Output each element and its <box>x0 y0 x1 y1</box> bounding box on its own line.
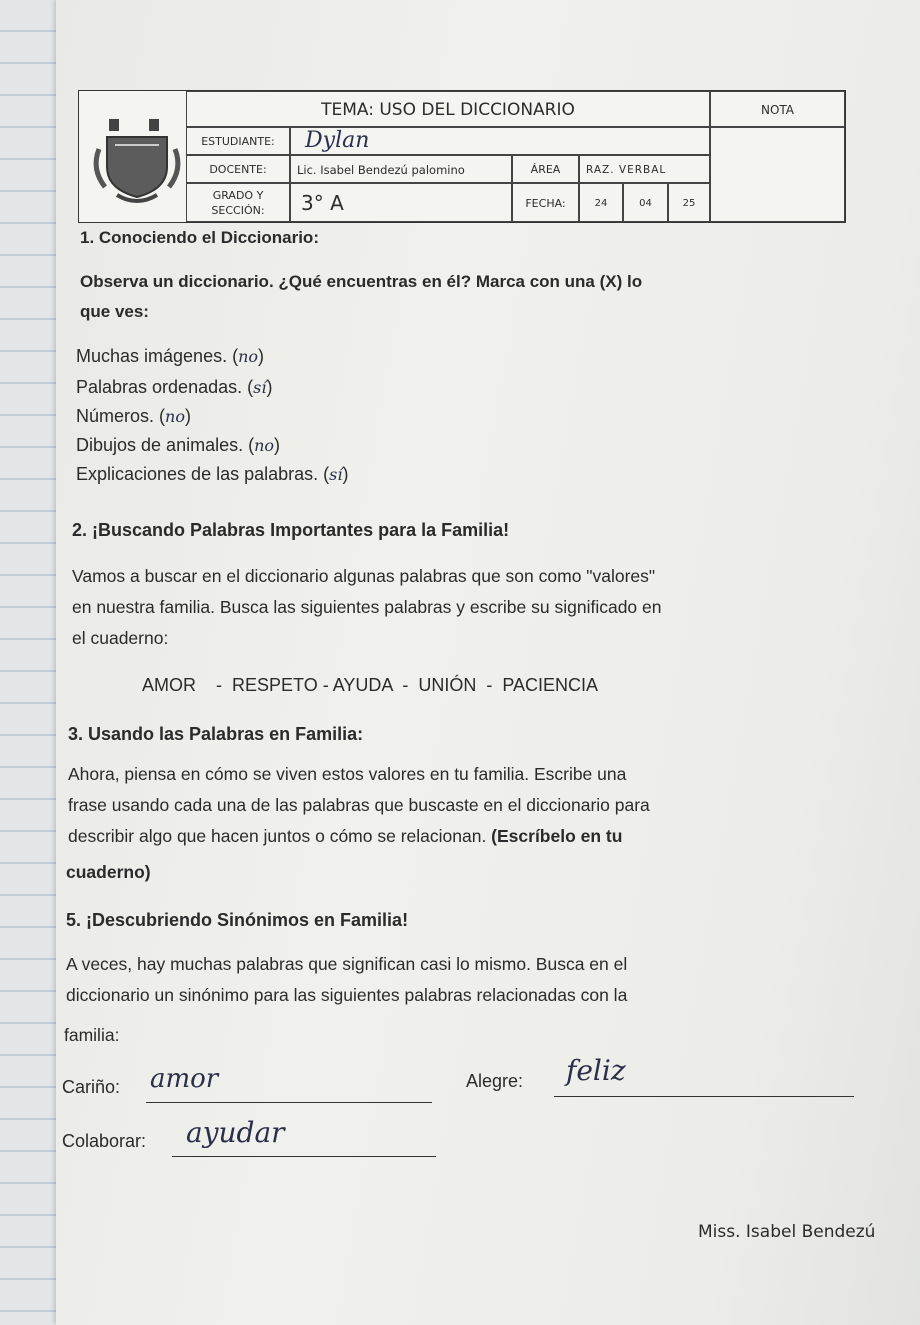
fecha-label: FECHA: <box>512 183 579 222</box>
item-answer[interactable]: no <box>254 436 275 455</box>
item-answer[interactable]: no <box>238 347 259 366</box>
grado-value: 3° A <box>290 183 512 222</box>
alegre-answer-line[interactable] <box>554 1096 854 1097</box>
fecha-year: 25 <box>668 183 710 222</box>
item-answer[interactable]: sí <box>253 378 267 397</box>
section3-title: 3. Usando las Palabras en Familia: <box>68 724 364 744</box>
item-text: Explicaciones de las palabras. ( <box>76 464 330 484</box>
item-text: Números. ( <box>76 406 166 426</box>
worksheet-header <box>78 90 846 223</box>
section3-line4: cuaderno) <box>66 862 151 882</box>
area-label: ÁREA <box>512 155 579 183</box>
list-item <box>76 435 280 456</box>
section2-line1: Vamos a buscar en el diccionario algunas palabras que son como "valores" <box>72 566 656 586</box>
section1-instruction-line1: Observa un diccionario. ¿Qué encuentras en él? Marca con una (X) lo <box>80 272 643 291</box>
grado-label-line1: GRADO Y <box>212 189 264 202</box>
estudiante-label: ESTUDIANTE: <box>186 127 290 155</box>
teacher-signature: Miss. Isabel Bendezú <box>698 1222 876 1242</box>
section2-words: AMOR - RESPETO - AYUDA - UNIÓN - PACIENCIA <box>142 675 599 695</box>
section3-line1: Ahora, piensa en cómo se viven estos valores en tu familia. Escribe una <box>68 764 627 784</box>
section5-line1: A veces, hay muchas palabras que significan casi lo mismo. Busca en el <box>66 954 628 974</box>
header-tema: TEMA: USO DEL DICCIONARIO <box>186 91 710 127</box>
item-answer[interactable]: sí <box>329 465 343 484</box>
alegre-answer: feliz <box>566 1054 626 1087</box>
section2-line2: en nuestra familia. Busca las siguientes palabras y escribe su significado en <box>72 597 662 617</box>
list-item <box>76 346 264 367</box>
item-close: ) <box>274 435 281 455</box>
section3-line3-bold: (Escríbelo en tu <box>491 826 623 846</box>
section3-line2: frase usando cada una de las palabras que buscaste en el diccionario para <box>68 795 650 815</box>
colaborar-answer-line[interactable] <box>172 1156 436 1157</box>
carino-answer: amor <box>150 1064 219 1094</box>
area-value: RAZ. VERBAL <box>579 155 710 183</box>
item-close: ) <box>258 346 265 366</box>
section1-title: 1. Conociendo el Diccionario: <box>80 228 319 247</box>
item-answer[interactable]: no <box>165 407 185 426</box>
carino-label: Cariño: <box>62 1077 121 1097</box>
docente-value: Lic. Isabel Bendezú palomino <box>290 155 512 183</box>
item-close: ) <box>342 464 349 484</box>
section5-line3: familia: <box>64 1025 120 1045</box>
item-text: Muchas imágenes. ( <box>76 346 239 366</box>
colaborar-label: Colaborar: <box>62 1131 147 1151</box>
list-item <box>76 464 348 485</box>
item-close: ) <box>266 377 273 397</box>
item-close: ) <box>184 406 191 426</box>
item-text: Palabras ordenadas. ( <box>76 377 254 397</box>
section1-instruction-line2: que ves: <box>80 302 149 321</box>
alegre-label: Alegre: <box>466 1071 524 1091</box>
school-crest-icon <box>87 109 187 209</box>
fecha-day: 24 <box>579 183 623 222</box>
grado-label <box>186 183 290 222</box>
docente-label: DOCENTE: <box>186 155 290 183</box>
fecha-month: 04 <box>623 183 668 222</box>
section3-line3 <box>68 826 622 847</box>
estudiante-field[interactable] <box>290 127 710 155</box>
list-item <box>76 377 272 398</box>
colaborar-answer: ayudar <box>186 1116 285 1149</box>
header-nota-label: NOTA <box>710 91 845 127</box>
section2-title: 2. ¡Buscando Palabras Importantes para la Familia! <box>72 520 510 540</box>
carino-answer-line[interactable] <box>146 1102 432 1103</box>
section5-title: 5. ¡Descubriendo Sinónimos en Familia! <box>66 910 409 930</box>
item-text: Dibujos de animales. ( <box>76 435 255 455</box>
estudiante-value: Dylan <box>305 128 370 153</box>
section2-line3: el cuaderno: <box>72 628 169 648</box>
grado-label-line2: SECCIÓN: <box>211 204 265 217</box>
section5-line2: diccionario un sinónimo para las siguientes palabras relacionadas con la <box>66 985 628 1005</box>
section3-line3-text: describir algo que hacen juntos o cómo se relacionan. <box>68 826 492 846</box>
list-item <box>76 406 191 427</box>
header-nota-box <box>710 127 845 222</box>
